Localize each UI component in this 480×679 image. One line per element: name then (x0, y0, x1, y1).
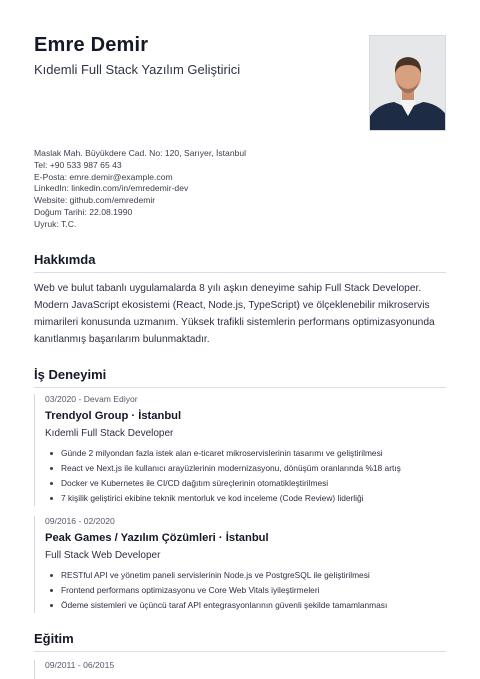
contact-address: Maslak Mah. Büyükdere Cad. No: 120, Sarıyer, İstanbul (34, 148, 247, 158)
contact-website: Website: github.com/emredemir (34, 195, 156, 206)
contact-phone: Tel: +90 533 987 65 43 (34, 159, 122, 170)
job-bullet: Docker ve Kubernetes ile CI/CD dağıtım süreçlerinin otomatikleştirilmesi (45, 476, 446, 491)
experience-divider (34, 387, 446, 388)
candidate-title: Kıdemli Full Stack Yazılım Geliştirici (34, 62, 241, 77)
contact-details (34, 148, 246, 231)
contact-nationality: Uyruk: T.C. (34, 218, 77, 229)
education-date: 09/2011 - 06/2015 (45, 660, 115, 670)
education-heading: Eğitim (34, 631, 74, 646)
job-company: Peak Games / Yazılım Çözümleri · İstanbul (45, 532, 269, 544)
summary-text: Web ve bulut tabanlı uygulamalarda 8 yılı aşkın deneyime sahip Full Stack Developer. Modern JavaScript ekosistemi (React, Node.js, TypeScript) ve ölçeklenebilir mikroservis mimarileri konusunda uzmanım. Yüksek trafikli sistemlerin performans optimizasyonunda kanıtlanmış başarılarım bulunmaktadır. (34, 283, 435, 345)
job-responsibilities (45, 446, 446, 506)
job-bullet: Ödeme sistemleri ve üçüncü taraf API entegrasyonlarının güvenli şekilde tamamlanması (45, 598, 446, 613)
job-role: Kıdemli Full Stack Developer (45, 428, 174, 439)
candidate-name: Emre Demir (34, 34, 149, 56)
job-responsibilities (45, 568, 446, 613)
job-company: Trendyol Group · İstanbul (45, 410, 182, 422)
job-bullet: Günde 2 milyondan fazla istek alan e-ticaret mikroservislerinin tasarımı ve geliştirilmesi (45, 446, 446, 461)
contact-email: E-Posta: emre.demir@example.com (34, 171, 173, 182)
job-bullet: Frontend performans optimizasyonu ve Core Web Vitals iyileştirmeleri (45, 583, 446, 598)
summary-divider (34, 272, 446, 273)
job-date: 03/2020 - Devam Ediyor (45, 394, 138, 404)
contact-birthdate: Doğum Tarihi: 22.08.1990 (34, 206, 133, 217)
summary-heading: Hakkımda (34, 252, 96, 267)
job-entry (34, 516, 446, 613)
education-divider (34, 651, 446, 652)
profile-photo-image (370, 36, 446, 131)
job-bullet: RESTful API ve yönetim paneli servislerinin Node.js ve PostgreSQL ile geliştirilmesi (45, 568, 446, 583)
contact-linkedin: LinkedIn: linkedin.com/in/emredemir-dev (34, 183, 189, 194)
job-role: Full Stack Web Developer (45, 550, 161, 561)
profile-photo (369, 35, 446, 131)
education-entry (34, 660, 446, 679)
job-entry (34, 394, 446, 506)
job-date: 09/2016 - 02/2020 (45, 516, 115, 526)
job-bullet: React ve Next.js ile kullanıcı arayüzlerinin modernizasyonu, dönüşüm oranlarında %18 artış (45, 461, 446, 476)
job-bullet: 7 kişilik geliştirici ekibine teknik mentorluk ve kod inceleme (Code Review) liderliği (45, 491, 446, 506)
experience-heading: İş Deneyimi (34, 367, 107, 382)
